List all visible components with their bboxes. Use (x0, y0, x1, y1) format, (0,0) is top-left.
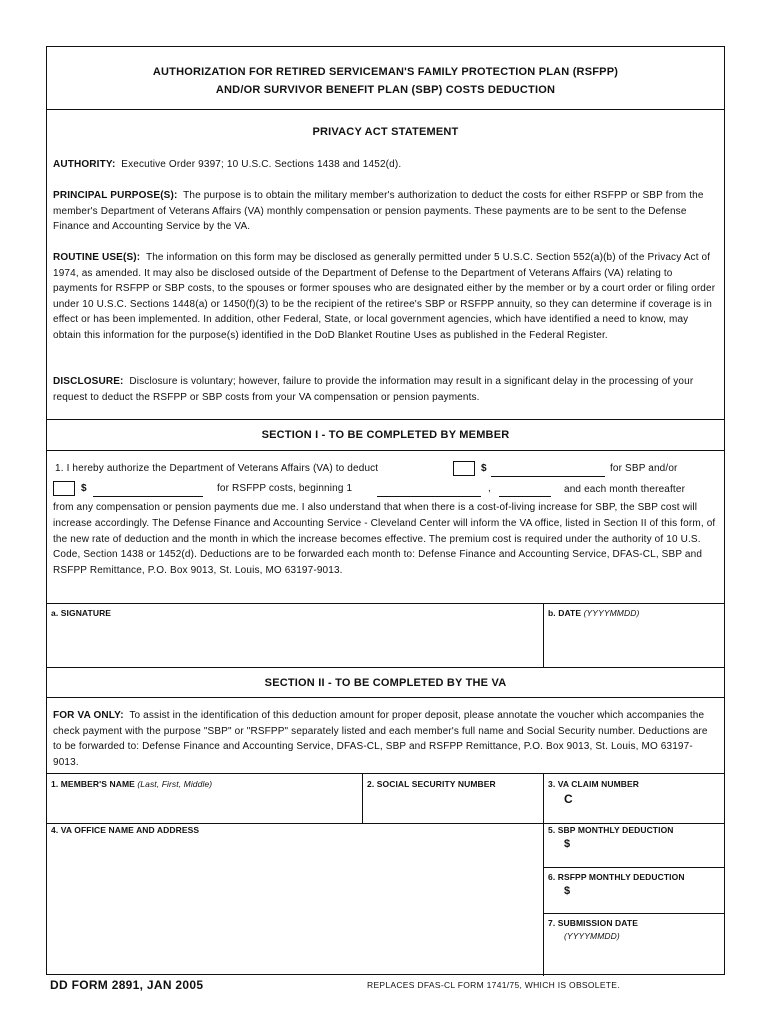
form-frame (46, 46, 725, 975)
routine-paragraph (53, 250, 718, 343)
office-address-field[interactable] (47, 839, 543, 974)
va-only-text: To assist in the identification of this deduction amount for proper deposit, please annotate the voucher which accompanies the check payment with the purpose "SBP" or "RSFPP" separately listed and each member's full name and Social Security number. Deductions are to be forwarded to: Defense Finance and Accounting Service, DFAS-CL, SBP and RSFPP Remittance, P.O. Box 9013, St. Louis, MO 63197-9013. (53, 710, 708, 768)
member-name-label-text: 1. MEMBER'S NAME (51, 779, 135, 789)
divider (47, 667, 724, 668)
disclosure-paragraph (53, 374, 718, 405)
for-sbp-label: for SBP and/or (610, 463, 678, 474)
divider (47, 823, 724, 824)
divider (543, 913, 724, 914)
ssn-field[interactable] (363, 791, 543, 823)
routine-label: ROUTINE USE(S): (53, 252, 141, 263)
member-name-hint: (Last, First, Middle) (137, 779, 213, 789)
claim-prefix: C (564, 792, 573, 806)
rsfpp-deduction-field[interactable] (577, 884, 724, 914)
divider (47, 773, 724, 774)
rsfpp-deduction-label: 6. RSFPP MONTHLY DEDUCTION (548, 872, 685, 882)
submission-date-format: (YYYYMMDD) (564, 931, 620, 941)
section1-heading: SECTION I - TO BE COMPLETED BY MEMBER (261, 429, 510, 441)
beginning-year-field[interactable] (499, 496, 551, 497)
rsfpp-amount-field[interactable] (93, 496, 203, 497)
rsfpp-dollar: $ (81, 483, 87, 494)
va-only-label: FOR VA ONLY: (53, 710, 124, 721)
section1-body-text: from any compensation or pension payments due me. I also understand that when there is a cost-of-living increase for SBP, the SBP cost will increase accordingly. The Defense Finance and Accounting Service - Cleveland Center will inform the VA office, listed in Section II of this form, of the new rate of deduction and the month in which the increase becomes effective. The premium cost is required under the authority of 10 U.S. Code, Section 1438 or 1452(d). Deductions are to be forwarded each month to: Defense Finance and Accounting Service, DFAS-CL, SBP and RSFPP Remittance, P.O. Box 9013, St. Louis, MO 63197-9013. (53, 502, 716, 577)
signature-field[interactable] (47, 604, 543, 667)
for-rsfpp-label: for RSFPP costs, beginning 1 (217, 483, 353, 494)
rsfpp-checkbox[interactable] (53, 481, 75, 496)
date-format-hint: (YYYYMMDD) (583, 608, 640, 618)
form-title-line1: AUTHORIZATION FOR RETIRED SERVICEMAN'S FAMILY PROTECTION PLAN (RSFPP) (152, 66, 619, 78)
comma: , (488, 483, 491, 494)
sbp-checkbox[interactable] (453, 461, 475, 476)
form-title-line2: AND/OR SURVIVOR BENEFIT PLAN (SBP) COSTS DEDUCTION (215, 84, 556, 96)
date-field[interactable] (544, 621, 724, 667)
submission-date-label: 7. SUBMISSION DATE (548, 918, 638, 928)
disclosure-text: Disclosure is voluntary; however, failure to provide the information may result in a significant delay in the processing of your request to deduct the RSFPP or SBP costs from your VA compensation or pension payments. (53, 376, 694, 403)
submission-date-field[interactable] (544, 943, 724, 974)
rsfpp-deduction-prefix: $ (564, 885, 571, 897)
replaces-note: REPLACES DFAS-CL FORM 1741/75, WHICH IS OBSOLETE. (367, 980, 620, 990)
authority-label: AUTHORITY: (53, 159, 116, 170)
section2-heading: SECTION II - TO BE COMPLETED BY THE VA (264, 677, 507, 689)
date-label (548, 608, 639, 618)
sbp-deduction-field[interactable] (577, 837, 724, 867)
divider (47, 697, 724, 698)
member-name-field[interactable] (47, 791, 362, 823)
divider (47, 109, 724, 110)
purpose-label: PRINCIPAL PURPOSE(S): (53, 190, 178, 201)
divider (47, 419, 724, 420)
privacy-heading: PRIVACY ACT STATEMENT (312, 126, 459, 138)
claim-label: 3. VA CLAIM NUMBER (548, 779, 640, 789)
purpose-paragraph (53, 188, 718, 235)
form-id: DD FORM 2891, JAN 2005 (50, 978, 204, 992)
claim-number-field[interactable] (577, 791, 724, 823)
divider (47, 450, 724, 451)
ssn-label: 2. SOCIAL SECURITY NUMBER (367, 779, 496, 789)
sbp-dollar: $ (481, 463, 487, 474)
routine-text: The information on this form may be disclosed as generally permitted under 5 U.S.C. Section 552(a)(b) of the Privacy Act of 1974, as amended. It may also be disclosed outside of the Department of Defense to the Department of Veterans Affairs (VA) relating to payments for RSFPP or SBP costs, to the spouses or former spouses who are designated either by the member or by a court order or filing order under 10 U.S.C. Sections 1448(a) or 1450(f)(3) to be the recipient of the retiree's SBP or RSFPP annuity, so they can determine if coverage is in effect or has been implemented. In addition, other Federal, State, or local government agencies, which have identified a need to know, may obtain this information for the purpose(s) identified in the DoD Blanket Routine Uses as published in the Federal Register. (53, 252, 716, 341)
signature-label: a. SIGNATURE (51, 608, 112, 618)
purpose-text: The purpose is to obtain the military member's authorization to deduct the costs for either RSFPP or SBP from the member's Department of Veterans Affairs (VA) monthly compensation or pension payments. These payments are to be sent to the Defense Finance and Accounting Service by the VA. (53, 190, 704, 232)
office-label: 4. VA OFFICE NAME AND ADDRESS (51, 825, 200, 835)
va-only-paragraph (53, 708, 718, 770)
date-label-text: b. DATE (548, 608, 582, 618)
member-name-label (51, 779, 212, 789)
authority-paragraph (53, 157, 718, 173)
authority-text: Executive Order 9397; 10 U.S.C. Sections 1438 and 1452(d). (121, 159, 402, 170)
each-month-label: and each month thereafter (564, 484, 686, 495)
sbp-deduction-label: 5. SBP MONTHLY DEDUCTION (548, 825, 674, 835)
beginning-month-field[interactable] (377, 496, 481, 497)
sbp-amount-field[interactable] (491, 476, 605, 477)
disclosure-label: DISCLOSURE: (53, 376, 124, 387)
sbp-deduction-prefix: $ (564, 838, 571, 850)
item1-prefix: 1. I hereby authorize the Department of Veterans Affairs (VA) to deduct (55, 463, 379, 474)
divider (543, 867, 724, 868)
